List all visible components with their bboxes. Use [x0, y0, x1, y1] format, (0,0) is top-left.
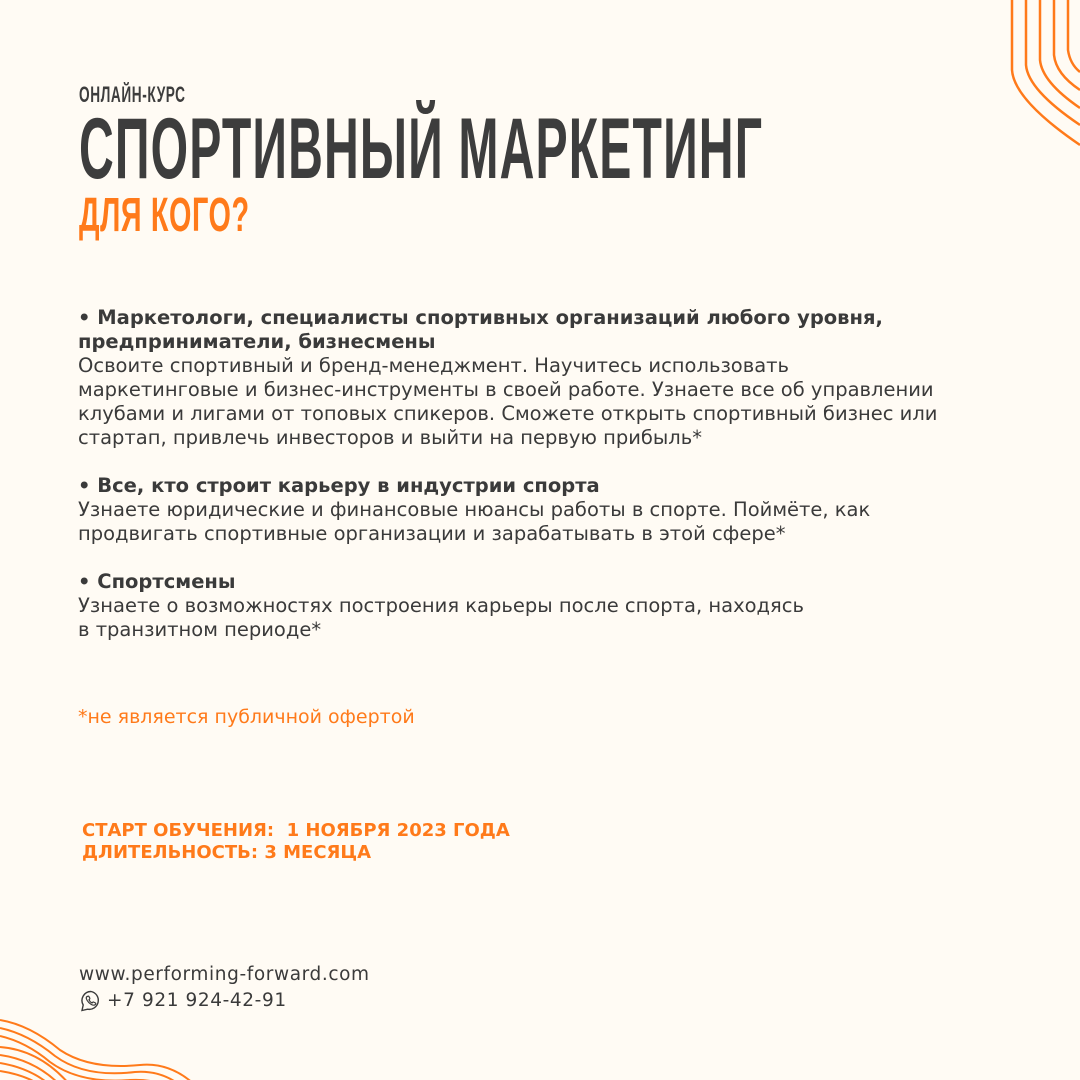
whatsapp-icon — [79, 989, 103, 1013]
course-kicker: ОНЛАЙН-КУРС — [79, 82, 186, 107]
page-subtitle: ДЛЯ КОГО? — [79, 189, 250, 242]
schedule — [82, 820, 510, 864]
contacts — [79, 962, 370, 1014]
list-item — [78, 474, 1058, 546]
wave-decoration-top-right — [1000, 0, 1080, 150]
duration: ДЛИТЕЛЬНОСТЬ: 3 МЕСЯЦА — [82, 842, 372, 863]
phone-number: +7 921 924-42-91 — [107, 990, 287, 1011]
item-heading: • Маркетологи, специалисты спортивных организаций любого уровня, предприниматели, бизнесмены — [78, 306, 883, 353]
list-item — [78, 306, 1058, 450]
start-date: СТАРТ ОБУЧЕНИЯ: 1 НОЯБРЯ 2023 ГОДА — [82, 820, 510, 841]
phone-row[interactable] — [79, 988, 370, 1014]
item-text: Узнаете о возможностях построения карьеры после спорта, находясь в транзитном периоде* — [78, 594, 804, 641]
disclaimer: *не является публичной офертой — [78, 706, 415, 728]
item-text: Освоите спортивный и бренд-менеджмент. Научитесь использовать маркетинговые и бизнес-инструменты в своей работе. Узнаете все об управлении клубами и лигами от топовых спикеров. Сможете открыть спортивный бизнес или стартап, привлечь инвесторов и выйти на первую прибыль* — [78, 354, 938, 449]
list-item — [78, 570, 1058, 642]
website-link[interactable]: www.performing-forward.com — [79, 964, 370, 985]
item-text: Узнаете юридические и финансовые нюансы работы в спорте. Поймёте, как продвигать спортивные организации и зарабатывать в этой сфере* — [78, 498, 871, 545]
item-heading: • Спортсмены — [78, 570, 236, 593]
item-heading: • Все, кто строит карьеру в индустрии спорта — [78, 474, 600, 497]
audience-list — [78, 306, 1058, 666]
page-title: СПОРТИВНЫЙ МАРКЕТИНГ — [79, 101, 764, 197]
